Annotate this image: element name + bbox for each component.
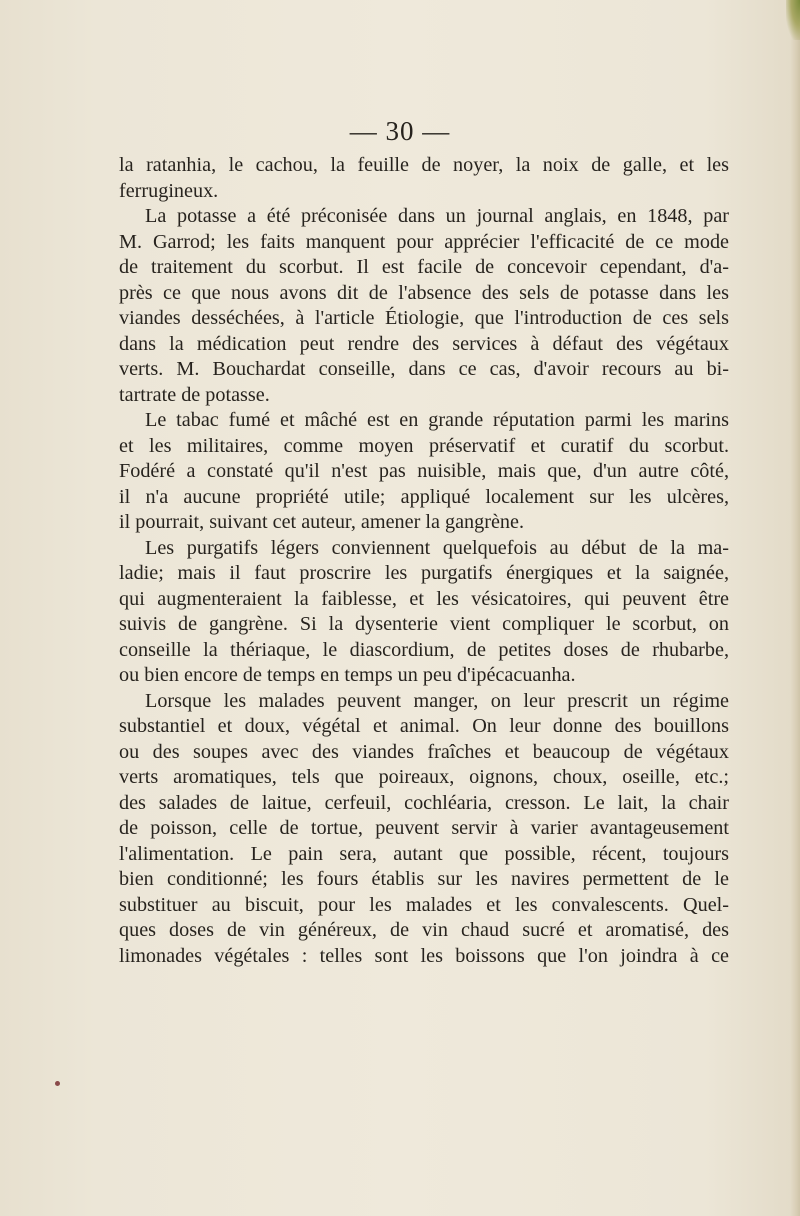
text-line: La potasse a été préconisée dans un journal anglais, en 1848, par <box>145 205 729 227</box>
text-line: ou bien encore de temps en temps un peu d'ipécacuanha. <box>119 664 576 686</box>
text-line: qui augmenteraient la faiblesse, et les vésicatoires, qui peuvent être <box>119 587 729 610</box>
text-line: dans la médication peut rendre des services à défaut des végétaux <box>119 332 729 355</box>
text-line: Le tabac fumé et mâché est en grande réputation parmi les marins <box>145 409 729 431</box>
text-line: Lorsque les malades peuvent manger, on leur prescrit un régime <box>145 689 729 712</box>
body-text <box>119 153 729 969</box>
text-line: limonades végétales : telles sont les boissons que l'on joindra à ce <box>119 944 729 967</box>
text-line: bien conditionné; les fours établis sur les navires permettent de le <box>119 868 729 890</box>
text-line: Fodéré a constaté qu'il n'est pas nuisible, mais que, d'un autre côté, <box>119 460 729 482</box>
text-line: il n'a aucune propriété utile; appliqué localement sur les ulcères, <box>119 485 729 508</box>
corner-stain <box>786 0 800 40</box>
text-line: ques doses de vin généreux, de vin chaud sucré et aromatisé, des <box>119 919 729 941</box>
text-line: l'alimentation. Le pain sera, autant que possible, récent, toujours <box>119 842 729 865</box>
text-line: des salades de laitue, cerfeuil, cochléaria, cresson. Le lait, la chair <box>119 791 729 814</box>
text-line: ou des soupes avec des viandes fraîches et beaucoup de végétaux <box>119 740 729 763</box>
text-line: verts aromatiques, tels que poireaux, oignons, choux, oseille, etc.; <box>119 766 729 788</box>
text-line: substantiel et doux, végétal et animal. On leur donne des bouillons <box>119 715 729 737</box>
text-line: près ce que nous avons dit de l'absence des sels de potasse dans les <box>119 281 729 304</box>
text-line: Les purgatifs légers conviennent quelquefois au début de la ma- <box>145 536 729 559</box>
text-line: suivis de gangrène. Si la dysenterie vient compliquer le scorbut, on <box>119 613 729 635</box>
text-line: viandes desséchées, à l'article Étiologie, que l'introduction de ces sels <box>119 307 729 329</box>
text-line: ladie; mais il faut proscrire les purgatifs énergiques et la saignée, <box>119 562 729 584</box>
page-edge <box>790 0 800 1216</box>
text-line: la ratanhia, le cachou, la feuille de noyer, la noix de galle, et les <box>119 154 729 176</box>
text-line: ferrugineux. <box>119 179 219 202</box>
text-line: conseille la thériaque, le diascordium, de petites doses de rhubarbe, <box>119 638 729 661</box>
text-line: et les militaires, comme moyen préservatif et curatif du scorbut. <box>119 434 729 457</box>
text-line: de poisson, celle de tortue, peuvent servir à varier avantageusement <box>119 817 729 839</box>
text-line: substituer au biscuit, pour les malades et les convalescents. Quel- <box>119 893 729 916</box>
text-line: verts. M. Bouchardat conseille, dans ce cas, d'avoir recours au bi- <box>119 358 729 380</box>
text-line: tartrate de potasse. <box>119 383 270 406</box>
text-line: il pourrait, suivant cet auteur, amener la gangrène. <box>119 511 525 533</box>
page-number: — 30 — <box>349 116 451 146</box>
ink-speck <box>55 1081 60 1086</box>
text-line: M. Garrod; les faits manquent pour apprécier l'efficacité de ce mode <box>119 230 729 253</box>
text-line: de traitement du scorbut. Il est facile de concevoir cependant, d'a- <box>119 256 729 278</box>
